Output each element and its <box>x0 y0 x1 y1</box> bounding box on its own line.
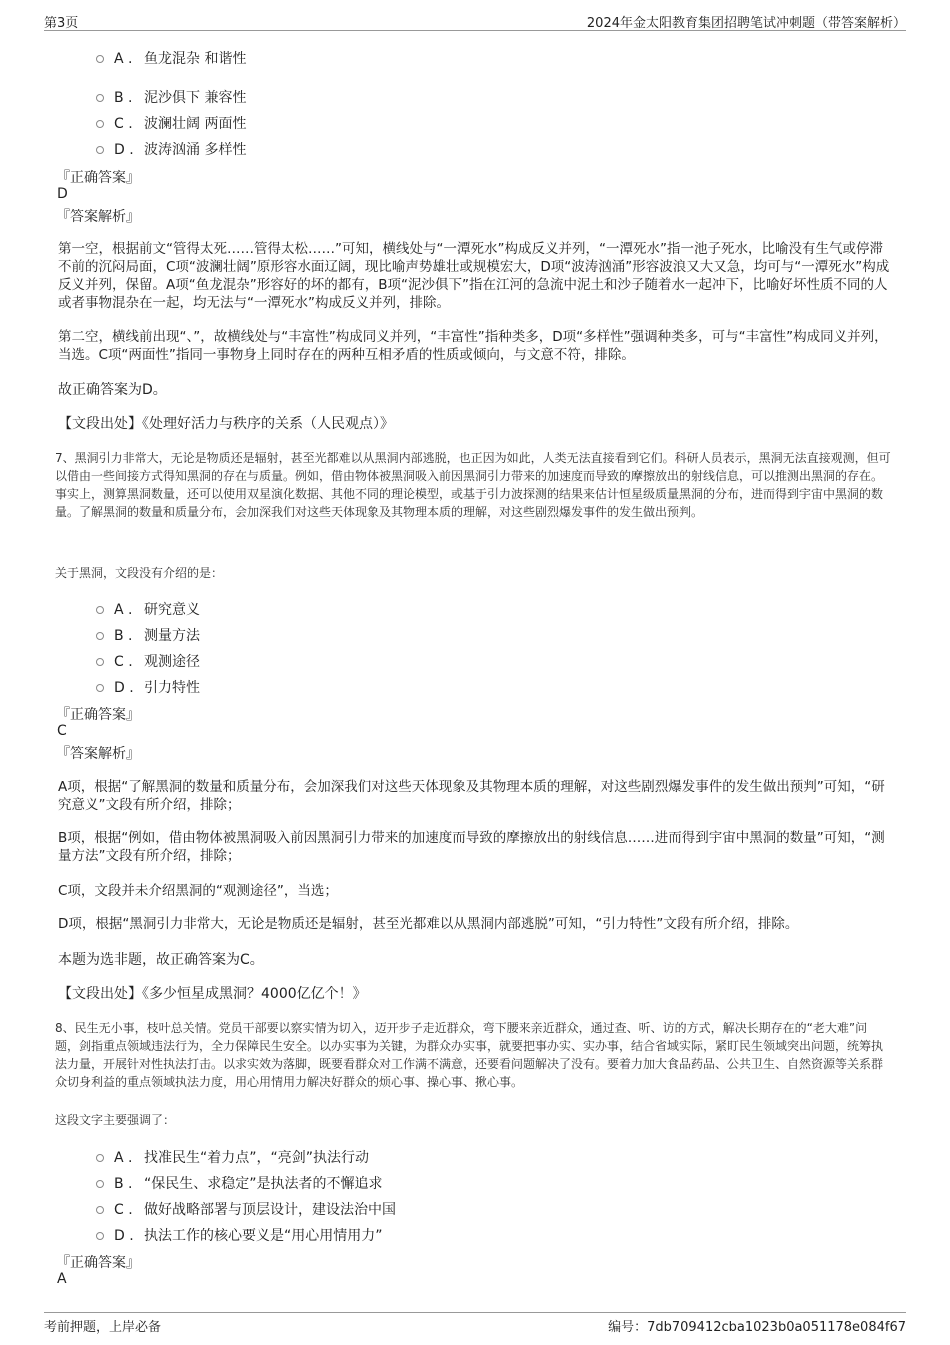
q6-analysis-p1: 第一空，根据前文“管得太死……管得太松……”可知，横线处与“一潭死水”构成反义并列，“一潭死水”指一池子死水，比喻没有生气或停滞不前的沉闷局面，C项“波澜壮阔”原形容水面辽阔，现比喻声势雄壮或规模宏大，D项“波涛汹涌”形容波浪又大又急，均可与“一潭死水”构成反义并列，保留。A项“鱼龙混杂”形容好的坏的都有，B项“泥沙俱下”指在江河的急流中泥土和沙子随着水一起冲下，比喻好坏性质不同的人或者事物混杂在一起，均无法与“一潭死水”构成反义并列，排除。 <box>58 241 890 311</box>
q7-conclusion: 本题为选非题，故正确答案为C。 <box>58 952 264 968</box>
radio-icon[interactable] <box>96 146 104 154</box>
q7-answer: C <box>57 723 67 739</box>
radio-icon[interactable] <box>96 1206 104 1214</box>
q6-option-d[interactable]: D . 波涛汹涌 多样性 <box>96 139 246 159</box>
page-number: 第3页 <box>44 16 79 31</box>
q6-answer-title: 『正确答案』 <box>56 170 140 186</box>
radio-icon[interactable] <box>96 120 104 128</box>
page-footer <box>44 1312 906 1341</box>
q6-answer: D <box>57 186 68 202</box>
radio-icon[interactable] <box>96 658 104 666</box>
q7-passage: 7、黑洞引力非常大，无论是物质还是辐射，甚至光都难以从黑洞内部逃脱，也正因为如此，人类无法直接看到它们。科研人员表示，黑洞无法直接观测，但可以借由一些间接方式得知黑洞的存在与质量。例如，借由物体被黑洞吸入前因黑洞引力带来的加速度而导致的摩擦放出的射线信息，可以推测出黑洞的存在。事实上，测算黑洞数量，还可以使用双星演化数据、其他不同的理论模型，或基于引力波探测的结果来估计恒星级质量黑洞的分布，进而得到宇宙中黑洞的数量。了解黑洞的数量和质量分布，会加深我们对这些天体现象及其物理本质的理解，对这些剧烈爆发事件的发生做出预判。 <box>55 451 891 519</box>
q8-question: 这段文字主要强调了： <box>55 1113 176 1127</box>
q8-passage: 8、民生无小事，枝叶总关情。党员干部要以察实情为切入，迈开步子走近群众，弯下腰来亲近群众，通过查、听、访的方式，解决长期存在的“老大难”问题，剑指重点领域违法行为，全力保障民生安全。以办实事为关键，为群众办实事，就要把事办实、实办事，结合省域实际，紧盯民生领域突出问题，统筹执法力量，开展针对性执法打击。以求实效为落脚，既要看群众对工作满不满意，还要看问题解决了没有。要着力加大食品药品、公共卫生、自然资源等关系群众切身利益的重点领域执法力度，用心用情用力解决好群众的烦心事、操心事、揪心事。 <box>55 1021 884 1089</box>
q7-answer-title: 『正确答案』 <box>56 707 140 723</box>
q6-option-c[interactable]: C . 波澜壮阔 两面性 <box>96 113 246 133</box>
q6-analysis-title: 『答案解析』 <box>56 209 140 225</box>
radio-icon[interactable] <box>96 1180 104 1188</box>
q8-option-a[interactable]: A . 找准民生“着力点”，“亮剑”执法行动 <box>96 1147 369 1167</box>
q7-question: 关于黑洞，文段没有介绍的是： <box>55 566 224 580</box>
q7-option-b[interactable]: B . 测量方法 <box>96 625 200 645</box>
radio-icon[interactable] <box>96 606 104 614</box>
radio-icon[interactable] <box>96 632 104 640</box>
q6-option-b[interactable]: B . 泥沙俱下 兼容性 <box>96 87 246 107</box>
q8-answer: A <box>57 1271 67 1287</box>
q7-option-a[interactable]: A . 研究意义 <box>96 599 200 619</box>
q7-analysis-b: B项，根据“例如，借由物体被黑洞吸入前因黑洞引力带来的加速度而导致的摩擦放出的射线信息……进而得到宇宙中黑洞的数量”可知，“测量方法”文段有所介绍，排除； <box>58 830 885 864</box>
radio-icon[interactable] <box>96 1154 104 1162</box>
q8-answer-title: 『正确答案』 <box>56 1255 140 1271</box>
document-title: 2024年金太阳教育集团招聘笔试冲刺题（带答案解析） <box>586 16 906 31</box>
page-header <box>44 8 906 31</box>
radio-icon[interactable] <box>96 684 104 692</box>
q8-option-c[interactable]: C . 做好战略部署与顶层设计，建设法治中国 <box>96 1199 396 1219</box>
q6-source: 【文段出处】《处理好活力与秩序的关系（人民观点）》 <box>58 416 394 432</box>
q6-option-a[interactable]: A . 鱼龙混杂 和谐性 <box>96 48 246 68</box>
q7-option-c[interactable]: C . 观测途径 <box>96 651 200 671</box>
q7-analysis-a: A项，根据“了解黑洞的数量和质量分布，会加深我们对这些天体现象及其物理本质的理解，对这些剧烈爆发事件的发生做出预判”可知，“研究意义”文段有所介绍，排除； <box>58 779 885 813</box>
radio-icon[interactable] <box>96 55 104 63</box>
q7-analysis-d: D项，根据“黑洞引力非常大，无论是物质还是辐射，甚至光都难以从黑洞内部逃脱”可知，“引力特性”文段有所介绍，排除。 <box>58 916 799 932</box>
q8-option-d[interactable]: D . 执法工作的核心要义是“用心用情用力” <box>96 1225 383 1245</box>
q7-analysis-title: 『答案解析』 <box>56 746 140 762</box>
radio-icon[interactable] <box>96 1232 104 1240</box>
q7-source: 【文段出处】《多少恒星成黑洞？4000亿亿个！》 <box>58 986 367 1002</box>
q6-conclusion: 故正确答案为D。 <box>58 382 167 398</box>
footer-id: 编号：7db709412cba1023b0a051178e084f67 <box>608 1320 906 1335</box>
q6-analysis-p2: 第二空，横线前出现“、”，故横线处与“丰富性”构成同义并列，“丰富性”指种类多，D项“多样性”强调种类多，可与“丰富性”构成同义并列，当选。C项“两面性”指同一事物身上同时存在的两种互相矛盾的性质或倾向，与文意不符，排除。 <box>58 329 888 363</box>
q7-analysis-c: C项，文段并未介绍黑洞的“观测途径”，当选； <box>58 883 338 899</box>
q8-option-b[interactable]: B . “保民生、求稳定”是执法者的不懈追求 <box>96 1173 383 1193</box>
radio-icon[interactable] <box>96 94 104 102</box>
q7-option-d[interactable]: D . 引力特性 <box>96 677 200 697</box>
footer-slogan: 考前押题，上岸必备 <box>44 1320 162 1335</box>
